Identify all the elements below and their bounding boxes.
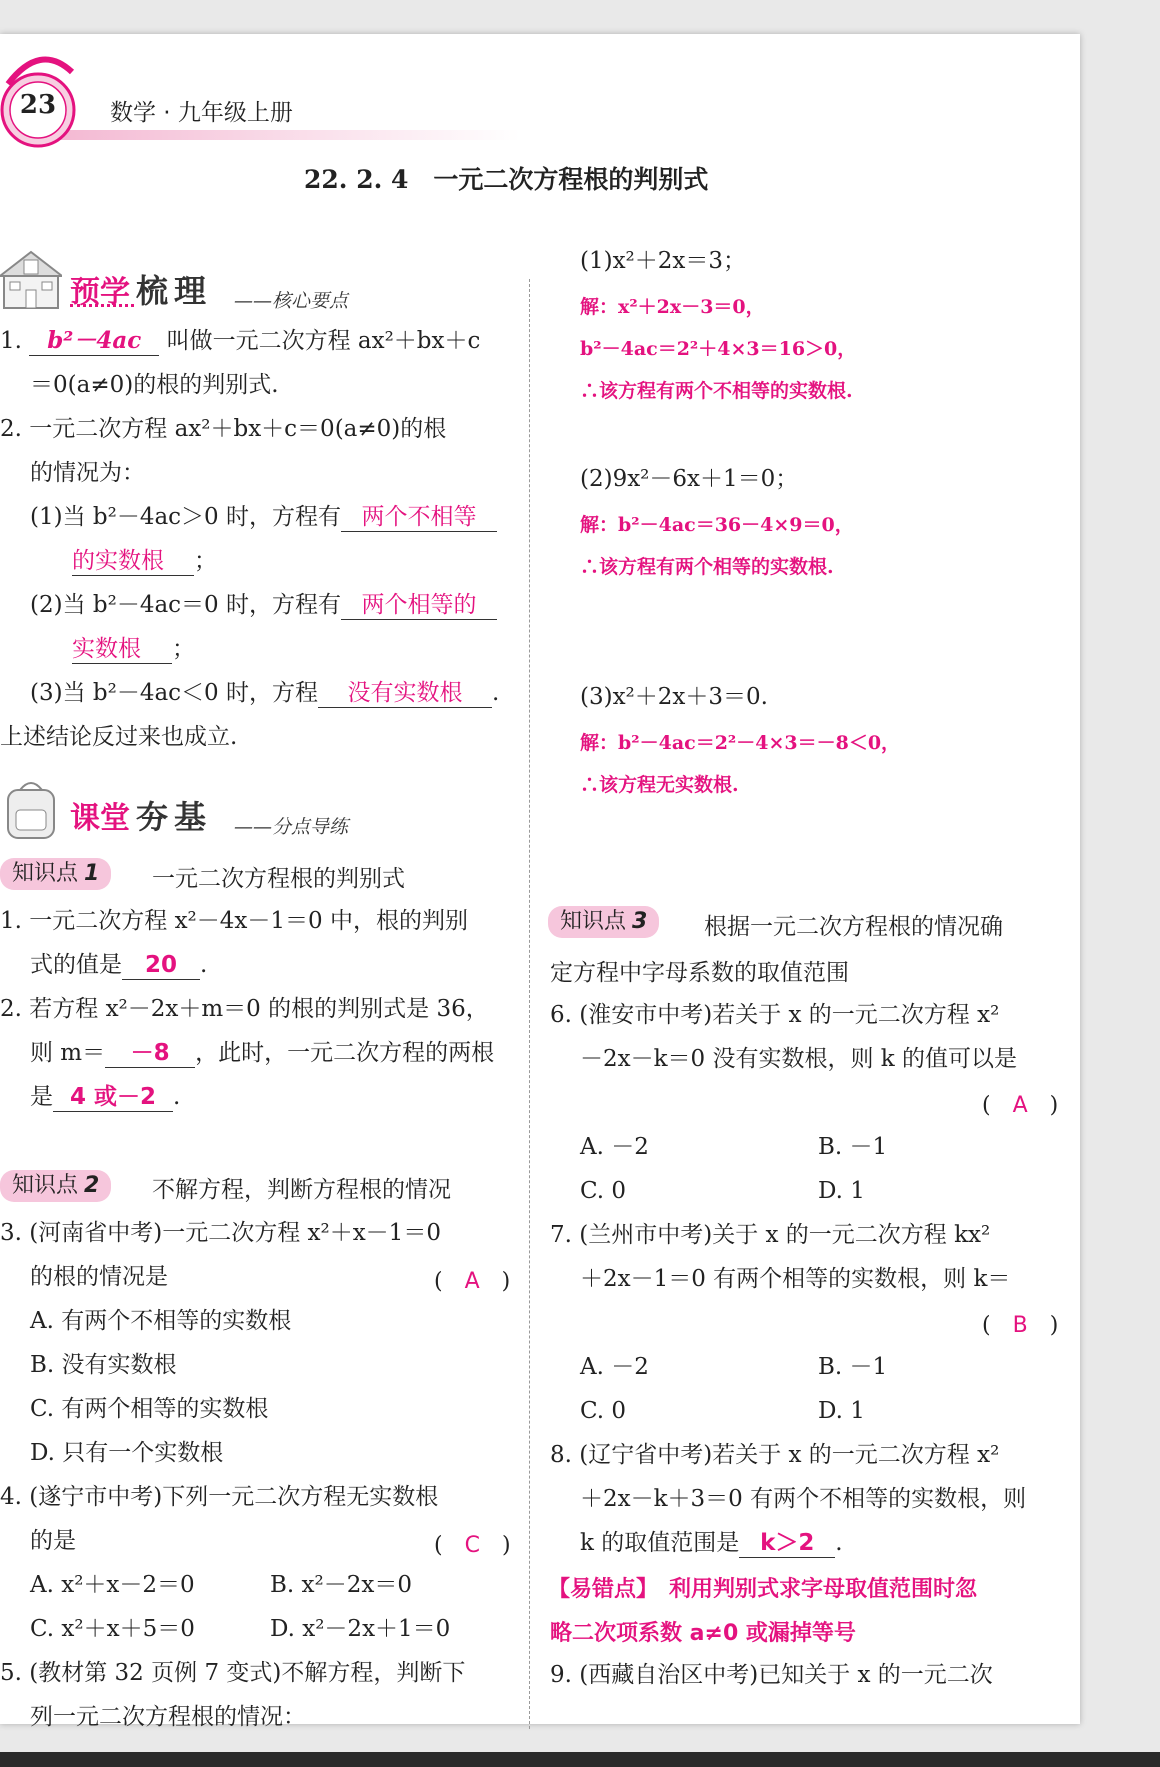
solution-3-line-2: ∴该方程无实数根. [580,774,739,796]
question-2: 2. 若方程 x²－2x＋m＝0 的根的判别式是 36， [0,996,489,1022]
question-6-option-b: B. －1 [818,1134,888,1160]
section-title-preview: 预学 梳 理 [70,272,207,310]
section-subtitle-class: ——分点导练 [234,816,349,838]
knowledge-point-1-title: 一元二次方程根的判别式 [152,866,405,892]
preview-converse: 上述结论反过来也成立. [0,724,238,750]
question-2-cont2: 是 4 或－2 . [30,1084,181,1110]
preview-case-2-cont: 实数根 ； [72,636,195,662]
question-6: 6. (淮安市中考)若关于 x 的一元二次方程 x² [550,1002,1000,1028]
question-6-option-c: C. 0 [580,1178,627,1204]
question-3-answer: ( A ) [434,1269,511,1294]
question-4-option-b: B. x²－2x＝0 [270,1572,412,1598]
page-number: 23 [19,90,57,120]
school-house-icon [0,248,62,312]
bottom-bar [0,1752,1160,1767]
knowledge-point-3-badge: 知识点 3 [548,906,659,938]
question-4: 4. (遂宁市中考)下列一元二次方程无实数根 [0,1484,439,1510]
question-7-option-c: C. 0 [580,1398,627,1424]
question-3-option-a: A. 有两个不相等的实数根 [30,1308,292,1334]
preview-case-2: (2)当 b²－4ac＝0 时，方程有 两个相等的 [30,590,497,620]
solution-2-line-1: 解：b²－4ac＝36－4×9＝0， [580,514,854,536]
workbook-page [0,34,1080,1730]
question-6-answer: ( A ) [982,1093,1059,1118]
preview-case-1: (1)当 b²－4ac＞0 时，方程有 两个不相等 [30,502,497,532]
solution-1-line-3: ∴该方程有两个不相等的实数根. [580,380,853,402]
question-8-cont2: k 的取值范围是 k＞2 . [580,1530,843,1556]
question-7-answer: ( B ) [982,1313,1059,1338]
error-note-cont: 略二次项系数 a≠0 或漏掉等号 [550,1621,856,1646]
preview-case-3: (3)当 b²－4ac＜0 时，方程 没有实数根 . [30,680,500,706]
question-3-option-b: B. 没有实数根 [30,1352,177,1378]
question-5-cont: 列一元二次方程根的情况： [30,1704,306,1730]
question-8-cont: ＋2x－k＋3＝0 有两个不相等的实数根，则 [580,1486,1027,1512]
column-divider [529,279,530,1729]
question-5-part-1: (1)x²＋2x＝3； [580,248,747,274]
lesson-title: 22. 2. 4 一元二次方程根的判别式 [304,165,709,194]
preview-q2-cont: 的情况为： [30,460,145,486]
question-5-part-2: (2)9x²－6x＋1＝0； [580,466,799,492]
question-1-cont: 式的值是 20 . [30,952,208,978]
question-3-option-c: C. 有两个相等的实数根 [30,1396,269,1422]
question-4-cont: 的是 [30,1528,76,1554]
question-4-option-d: D. x²－2x＋1＝0 [270,1616,451,1642]
question-7-option-b: B. －1 [818,1354,888,1380]
question-7-option-d: D. 1 [818,1398,865,1424]
section-title-class: 课堂 夯 基 [70,798,207,836]
question-7-option-a: A. －2 [580,1354,649,1380]
knowledge-point-3-title-cont: 定方程中字母系数的取值范围 [550,960,849,986]
solution-1-line-2: b²－4ac＝2²＋4×3＝16＞0， [580,338,857,360]
question-4-option-c: C. x²＋x＋5＝0 [30,1616,195,1642]
question-2-cont: 则 m＝ －8 ，此时，一元二次方程的两根 [30,1040,495,1066]
preview-q1-cont: ＝0(a≠0)的根的判别式. [30,372,279,398]
error-note: 【易错点】 利用判别式求字母取值范围时忽 [548,1577,978,1602]
solution-2-line-2: ∴该方程有两个相等的实数根. [580,556,834,578]
question-7: 7. (兰州市中考)关于 x 的一元二次方程 kx² [550,1222,991,1248]
question-3: 3. (河南省中考)一元二次方程 x²＋x－1＝0 [0,1220,441,1246]
book-title: 数学 · 九年级上册 [110,100,293,126]
question-3-cont: 的根的情况是 [30,1264,168,1290]
question-6-option-d: D. 1 [818,1178,865,1204]
backpack-icon [0,776,62,842]
preview-case-1-cont: 的实数根 ； [72,548,217,574]
solution-1-line-1: 解：x²＋2x－3＝0， [580,296,765,318]
solution-3-line-1: 解：b²－4ac＝2²－4×3＝－8＜0， [580,732,901,754]
question-3-option-d: D. 只有一个实数根 [30,1440,224,1466]
section-subtitle-preview: ——核心要点 [234,290,349,312]
question-1: 1. 一元二次方程 x²－4x－1＝0 中，根的判别 [0,908,468,934]
question-5-part-3: (3)x²＋2x＋3＝0. [580,684,768,710]
question-9: 9. (西藏自治区中考)已知关于 x 的一元二次 [550,1662,993,1688]
question-8: 8. (辽宁省中考)若关于 x 的一元二次方程 x² [550,1442,1000,1468]
preview-q2: 2. 一元二次方程 ax²＋bx＋c＝0(a≠0)的根 [0,416,447,442]
question-5: 5. (教材第 32 页例 7 变式)不解方程，判断下 [0,1660,466,1686]
knowledge-point-3-title: 根据一元二次方程根的情况确 [704,914,1003,940]
question-6-cont: －2x－k＝0 没有实数根，则 k 的值可以是 [580,1046,1018,1072]
preview-q1: 1. b²－4ac 叫做一元二次方程 ax²＋bx＋c [0,327,481,354]
question-4-answer: ( C ) [434,1533,511,1558]
knowledge-point-2-badge: 知识点 2 [0,1170,111,1202]
question-4-option-a: A. x²＋x－2＝0 [30,1572,195,1598]
knowledge-point-1-badge: 知识点 1 [0,858,111,890]
question-6-option-a: A. －2 [580,1134,649,1160]
section-dots [70,304,134,307]
knowledge-point-2-title: 不解方程，判断方程根的情况 [152,1177,451,1203]
question-7-cont: ＋2x－1＝0 有两个相等的实数根，则 k＝ [580,1266,1011,1292]
